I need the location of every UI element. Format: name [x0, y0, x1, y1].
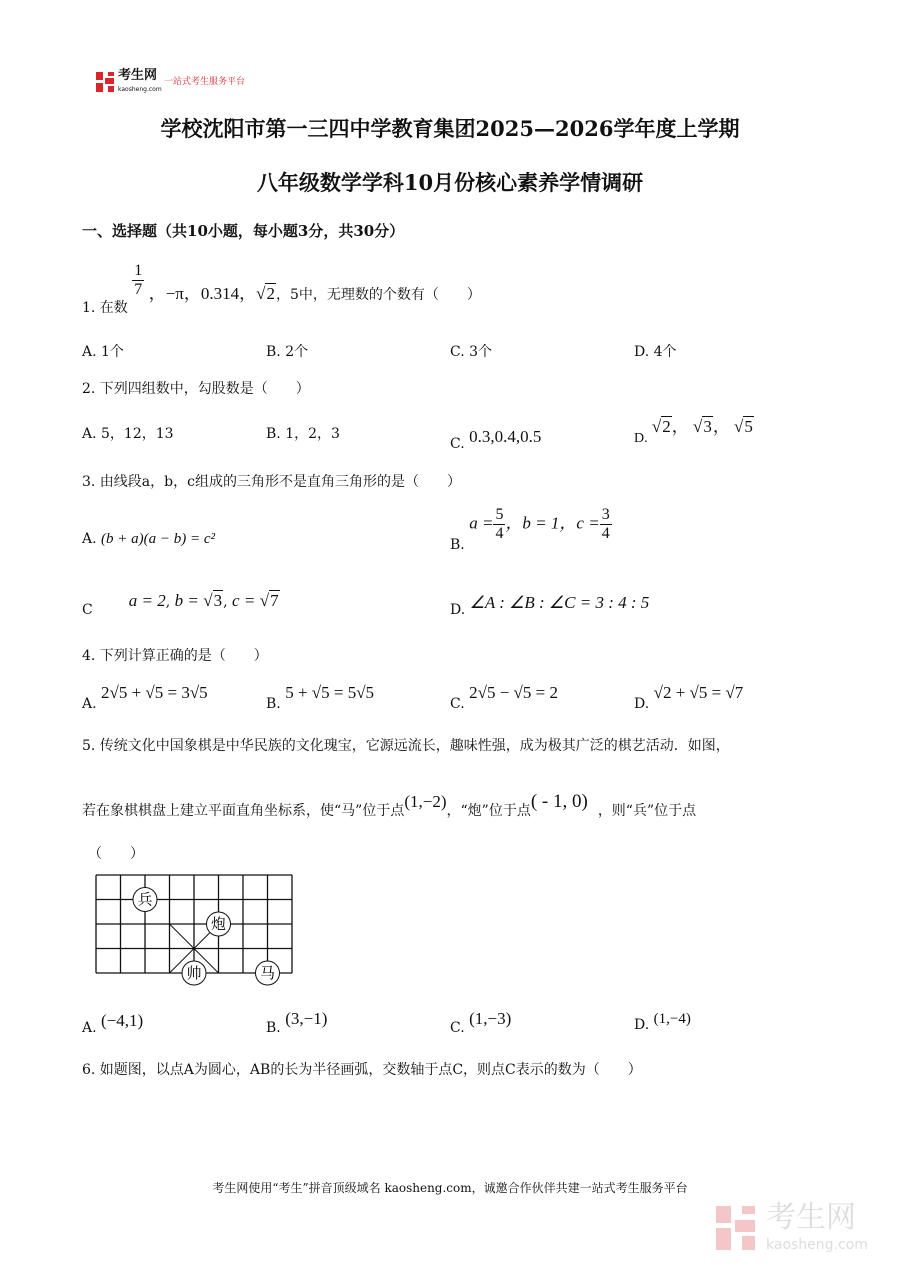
question-6: 6. 如题图，以点A为圆心，AB的长为半径画弧，交数轴于点C，则点C表示的数为（ ）	[82, 1062, 642, 1078]
title-line-1: 学校沈阳市第一三四中学教育集团2025—2026学年度上学期	[160, 116, 740, 141]
q1-prefix: 1. 在数	[82, 299, 128, 316]
chess-board-figure	[90, 868, 305, 990]
q2-option-a[interactable]: A. 5，12，13	[82, 426, 174, 442]
q4-option-a[interactable]: A. 2√5 + √5 = 3√5	[82, 683, 208, 712]
q1-option-c[interactable]: C. 3个	[450, 344, 493, 360]
q5-option-c[interactable]: C. (1,−3)	[450, 1009, 512, 1036]
q4-option-b[interactable]: B. 5 + √5 = 5√5	[266, 683, 375, 712]
chess-piece-label: 炮	[210, 915, 227, 933]
q2-option-c[interactable]: C. 0.3,0.4,0.5	[450, 427, 542, 452]
q2-option-b[interactable]: B. 1，2，3	[266, 426, 340, 442]
footer-text: 考生网使用“考生”拼音顶级域名 kaosheng.com，诚邀合作伙伴共建一站式考生服务平台	[212, 1181, 688, 1195]
q5-option-a[interactable]: A. (−4,1)	[82, 1011, 144, 1036]
watermark-domain: kaosheng.com	[766, 1237, 868, 1253]
question-2: 2. 下列四组数中，勾股数是（ ）	[82, 381, 310, 397]
section-heading: 一、选择题（共10小题，每小题3分，共30分）	[82, 222, 405, 240]
q5-option-d[interactable]: D. (1,−4)	[634, 1011, 691, 1033]
header-logo	[96, 68, 246, 96]
q3-option-d[interactable]: D. ∠A : ∠B : ∠C = 3 : 4 : 5	[450, 593, 650, 618]
question-1	[82, 262, 481, 316]
q4-option-d[interactable]: D. √2 + √5 = √7	[634, 683, 744, 712]
q2-option-d[interactable]: $_{D.}$ √2， √3， √5	[634, 417, 753, 446]
sqrt: √2	[256, 283, 275, 303]
chess-piece-label: 马	[259, 964, 276, 982]
q3-option-c[interactable]: C a = 2, b = √3, c = √7	[82, 591, 279, 618]
logo-domain: kaosheng.com	[118, 86, 162, 93]
title-line-2: 八年级数学学科10月份核心素养学情调研	[256, 170, 644, 195]
q3-option-b[interactable]: B. a = $\frac{5}{4}$ ，b = 1，c = $\frac{3}{4}$	[450, 506, 610, 553]
q1-option-b[interactable]: B. 2个	[266, 344, 309, 360]
logo-icon	[96, 72, 116, 92]
question-5-line-1: 5. 传统文化中国象棋是中华民族的文化瑰宝，它源远流长，趣味性强，成为极其广泛的棋艺活动．如图，	[82, 738, 730, 754]
q1-option-d[interactable]: D. 4个	[634, 344, 677, 360]
chess-piece-label: 帅	[186, 964, 202, 982]
logo-text: 考生网	[118, 68, 158, 83]
q3-option-a[interactable]: A. (b + a)(a − b) = c²	[82, 531, 216, 547]
question-5-line-3: （ ）	[88, 846, 144, 862]
q1-numbers: ，−π，0.314，	[148, 283, 257, 303]
slogan: 一站式考生服务平台	[164, 77, 246, 87]
q4-option-c[interactable]: C. 2√5 − √5 = 2	[450, 683, 558, 712]
watermark-text: 考生网	[766, 1200, 856, 1235]
watermark-logo	[716, 1200, 868, 1256]
question-4: 4. 下列计算正确的是（ ）	[82, 648, 268, 664]
q1-suffix: ，5中，无理数的个数有（ ）	[275, 286, 481, 303]
watermark-icon	[716, 1206, 760, 1250]
q5-option-b[interactable]: B. (3,−1)	[266, 1009, 328, 1036]
chess-piece-label: 兵	[137, 890, 153, 909]
question-3: 3. 由线段a，b，c组成的三角形不是直角三角形的是（ ）	[82, 474, 461, 490]
question-5-line-2: 若在象棋棋盘上建立平面直角坐标系，使“马”位于点(1,−2)，“炮”位于点( - 1, 0) ，则“兵”位于点	[82, 791, 697, 819]
fraction: $\frac{1}{7}$	[134, 262, 143, 298]
q1-option-a[interactable]: A. 1个	[82, 344, 124, 360]
